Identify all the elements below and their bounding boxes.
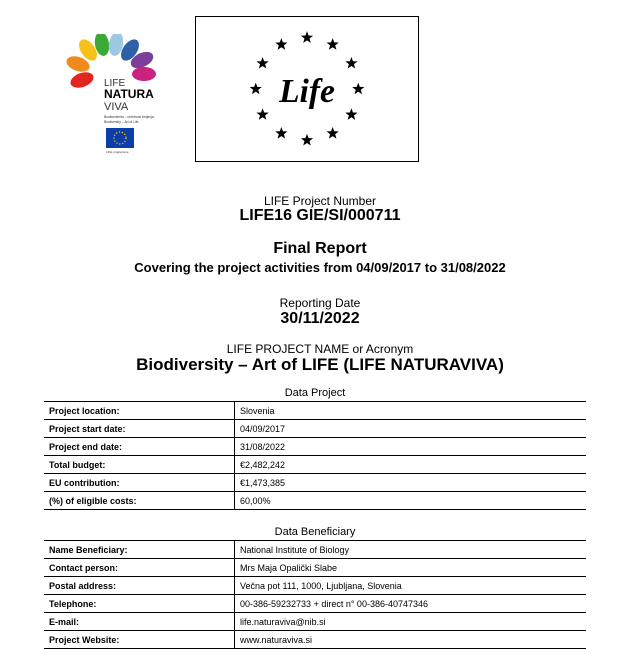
project-number-value: LIFE16 GIE/SI/000711 [239,207,401,224]
row-key: EU contribution: [44,474,235,492]
logo-text-viva: VIVA [104,101,129,113]
data-beneficiary-table [44,540,586,649]
table-row [44,420,586,438]
row-value: 00-386-59232733 + direct n° 00-386-40747346 [235,595,587,613]
data-project-table [44,401,586,510]
project-name-label: LIFE PROJECT NAME or Acronym [226,342,414,356]
logo-text-life: LIFE [104,78,126,89]
star-icon [327,38,339,50]
table-row [44,613,586,631]
star-icon [345,57,357,69]
logo-tagline-2: Biodiversity – Art of Life [104,120,139,124]
table-row [44,456,586,474]
life-stars-emblem [196,17,418,161]
naturaviva-logo [60,34,172,154]
logo-text-natura: NATURA [104,87,154,101]
report-title: Final Report [273,240,367,257]
row-key: E-mail: [44,613,235,631]
row-key: Name Beneficiary: [44,541,235,559]
row-value: National Institute of Biology [235,541,587,559]
table-row [44,559,586,577]
table-row [44,541,586,559]
star-icon [345,108,357,120]
table-row [44,438,586,456]
row-value: 60,00% [235,492,587,510]
row-key: Contact person: [44,559,235,577]
table-row [44,474,586,492]
eu-emblem-icon [106,128,134,148]
table-row [44,595,586,613]
life-script-text: Life [279,72,335,110]
row-key: Telephone: [44,595,235,613]
row-value: life.naturaviva@nib.si [235,613,587,631]
project-name-value: Biodiversity – Art of LIFE (LIFE NATURAVIVA) [136,355,504,374]
star-icon [327,127,339,139]
reporting-date-label: Reporting Date [279,296,361,310]
row-key: (%) of eligible costs: [44,492,235,510]
table-row [44,402,586,420]
row-value: 04/09/2017 [235,420,587,438]
data-project-title: Data Project [284,387,346,399]
row-key: Postal address: [44,577,235,595]
reporting-date-value: 30/11/2022 [280,310,360,327]
star-icon [256,108,268,120]
data-beneficiary-title: Data Beneficiary [274,526,356,538]
star-icon [275,127,287,139]
row-value: 31/08/2022 [235,438,587,456]
eu-emblem-caption: LIFE programme [106,150,129,154]
row-value: Mrs Maja Opalički Slabe [235,559,587,577]
star-icon [256,57,268,69]
table-row [44,492,586,510]
star-icon [301,134,313,146]
logo-tagline-1: Biodiverziteta – umetnost življenja [104,115,154,119]
row-value: www.naturaviva.si [235,631,587,649]
table-row [44,577,586,595]
row-value: Slovenia [235,402,587,420]
row-value: €2,482,242 [235,456,587,474]
report-subtitle: Covering the project activities from 04/09/2017 to 31/08/2022 [134,260,506,275]
row-key: Project location: [44,402,235,420]
row-key: Project start date: [44,420,235,438]
row-key: Total budget: [44,456,235,474]
row-value: Večna pot 111, 1000, Ljubljana, Slovenia [235,577,587,595]
row-value: €1,473,385 [235,474,587,492]
flower-petals-icon [60,34,172,154]
star-icon [301,31,313,43]
project-number-label: LIFE Project Number [263,194,377,208]
star-icon [250,83,262,95]
star-icon [352,83,364,95]
life-programme-flag [195,16,419,162]
row-key: Project end date: [44,438,235,456]
row-key: Project Website: [44,631,235,649]
star-icon [275,38,287,50]
